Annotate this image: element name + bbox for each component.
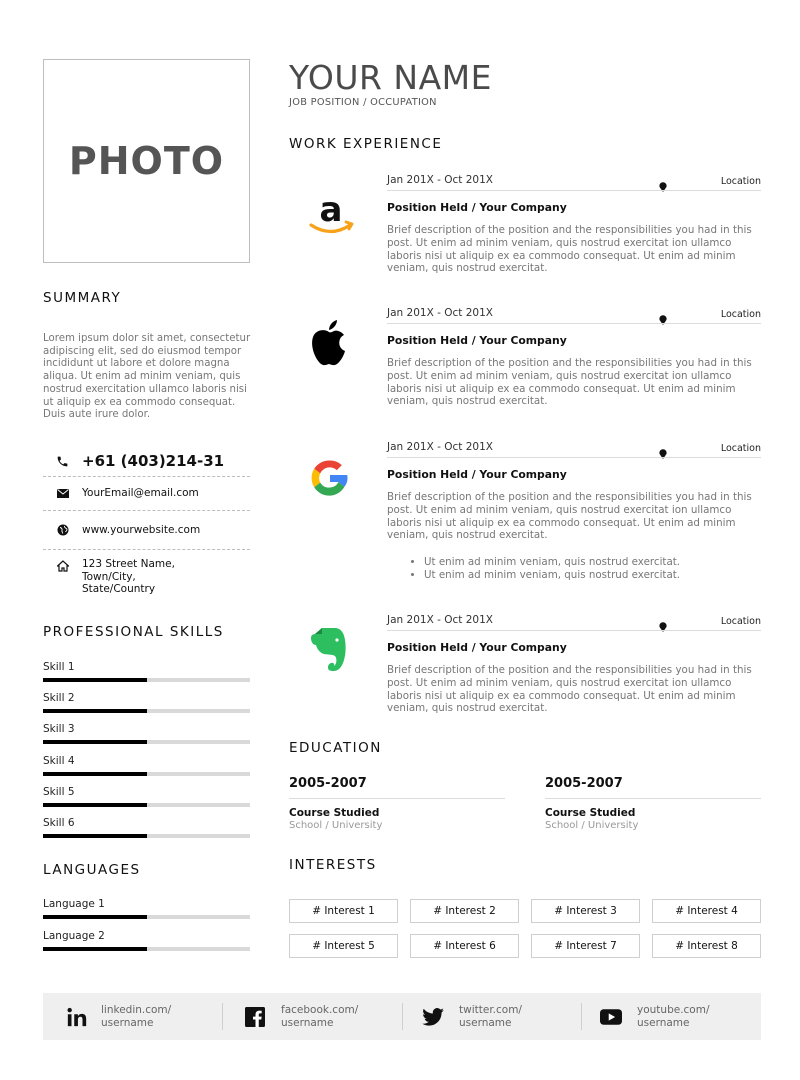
evernote-logo-icon [307,624,349,674]
svg-text:a: a [319,190,343,230]
skill-bar-track [43,740,250,744]
skill-bar-fill [43,678,147,682]
interest-tag: # Interest 6 [410,934,519,958]
globe-icon [43,520,82,540]
interest-tag: # Interest 2 [410,899,519,923]
twitter-text [459,1004,522,1029]
skill-label: Skill 4 [43,755,75,767]
footer-divider [222,1003,223,1030]
linkedin-text [101,1004,171,1029]
interest-tag: # Interest 3 [531,899,640,923]
envelope-icon [43,484,82,502]
contact-address [82,558,175,596]
photo-label: PHOTO [68,139,225,183]
education-school: School / University [545,820,639,831]
skill-bar-fill [43,834,147,838]
language-bar-track [43,915,250,919]
skill-label: Skill 5 [43,786,75,798]
address-line-3: State/Country [82,583,156,595]
youtube-icon [599,1005,623,1029]
skill-bar-track [43,772,250,776]
home-icon [43,558,82,574]
job-date: Jan 201X - Oct 201X [387,614,493,626]
twitter-icon [421,1005,445,1029]
google-logo-icon [307,455,353,501]
job-description: Brief description of the position and the responsibilities you had in this post. Ut enim ad minim veniam, quis nostrud exercitat ion ullamco laboris nisi ut aliquip ex ea commodo consequat. Ut enim ad minim veniam, quis nostrud exercitat. [387,491,752,542]
job-divider [387,190,761,191]
language-label: Language 1 [43,898,105,910]
facebook-icon [243,1005,267,1029]
youtube-url: youtube.com/ [637,1004,710,1016]
location-pin-icon [659,444,667,454]
job-title: Position Held / Your Company [387,468,567,481]
job-position: JOB POSITION / OCCUPATION [289,97,437,108]
job-bullet: • Ut enim ad minim veniam, quis nostrud exercitat. [424,556,680,569]
skill-label: Skill 2 [43,692,75,704]
youtube-username: username [637,1016,690,1029]
youtube-link[interactable] [599,993,710,1040]
skill-label: Skill 3 [43,723,75,735]
education-item [545,776,761,831]
job-bullet: • Ut enim ad minim veniam, quis nostrud exercitat. [424,569,680,582]
apple-logo-icon [307,318,351,368]
footer-divider [581,1003,582,1030]
linkedin-link[interactable] [65,993,171,1040]
skill-bar-track [43,834,250,838]
amazon-logo-icon [306,188,356,238]
contact-email-row [43,484,250,511]
education-years: 2005-2007 [545,776,623,791]
address-line-2: Town/City, [82,570,136,583]
job-description: Brief description of the position and the responsibilities you had in this post. Ut enim ad minim veniam, quis nostrud exercitat ion ullamco laboris nisi ut aliquip ex ea commodo consequat. Ut enim ad minim veniam, quis nostrud exercitat. [387,357,752,408]
location-pin-icon [659,310,667,320]
youtube-text [637,1004,710,1029]
facebook-link[interactable] [243,993,358,1040]
language-bar-fill [43,947,147,951]
interest-tag: # Interest 8 [652,934,761,958]
twitter-username: username [459,1016,512,1029]
education-heading: EDUCATION [289,740,382,756]
summary-text: Lorem ipsum dolor sit amet, consectetur adipiscing elit, sed do eiusmod tempor incididunt ut labore et dolore magna aliqua. Ut enim ad minim veniam, quis nostrud exercitation ullamco laboris nisi ut aliquip ex ea commodo consequat. Duis aute irure dolor. [43,333,251,421]
job-location: Location [720,309,761,320]
contact-email[interactable]: YourEmail@email.com [82,487,199,499]
location-pin-icon [659,617,667,627]
full-name: YOUR NAME [289,58,492,97]
job-date: Jan 201X - Oct 201X [387,441,493,453]
job-description: Brief description of the position and the responsibilities you had in this post. Ut enim ad minim veniam, quis nostrud exercitat ion ullamco laboris nisi ut aliquip ex ea commodo consequat. Ut enim ad minim veniam, quis nostrud exercitat. [387,224,752,275]
location-pin-icon [659,177,667,187]
interest-tag: # Interest 7 [531,934,640,958]
linkedin-icon [65,1005,89,1029]
linkedin-username: username [101,1016,154,1029]
skill-bar-fill [43,740,147,744]
interest-tag: # Interest 4 [652,899,761,923]
education-course: Course Studied [289,807,380,819]
contact-address-row [43,558,250,600]
education-item [289,776,505,831]
education-course: Course Studied [545,807,636,819]
interest-tag: # Interest 5 [289,934,398,958]
skills-heading: PROFESSIONAL SKILLS [43,624,224,640]
job-title: Position Held / Your Company [387,334,567,347]
job-location: Location [720,616,761,627]
facebook-url: facebook.com/ [281,1004,359,1016]
contact-website-row [43,520,250,550]
interests-heading: INTERESTS [289,857,377,873]
address-line-1: 123 Street Name, [82,558,175,570]
job-location: Location [720,443,761,454]
contact-phone-row [43,450,250,477]
facebook-username: username [281,1016,334,1029]
facebook-text [281,1004,358,1029]
skill-bar-track [43,803,250,807]
work-experience-heading: WORK EXPERIENCE [289,136,443,152]
linkedin-url: linkedin.com/ [101,1004,172,1016]
job-description: Brief description of the position and the responsibilities you had in this post. Ut enim ad minim veniam, quis nostrud exercitat ion ullamco laboris nisi ut aliquip ex ea commodo consequat. Ut enim ad minim veniam, quis nostrud exercitat. [387,664,752,715]
twitter-url: twitter.com/ [459,1004,522,1016]
skill-label: Skill 6 [43,817,75,829]
footer-divider [402,1003,403,1030]
job-title: Position Held / Your Company [387,201,567,214]
education-years: 2005-2007 [289,776,367,791]
job-divider [387,457,761,458]
job-title: Position Held / Your Company [387,641,567,654]
summary-heading: SUMMARY [43,290,122,306]
photo-placeholder [43,59,250,263]
education-school: School / University [289,820,383,831]
education-divider [545,798,761,799]
language-label: Language 2 [43,930,105,942]
interest-tag: # Interest 1 [289,899,398,923]
skill-bar-track [43,678,250,682]
skill-bar-fill [43,803,147,807]
skill-bar-fill [43,709,147,713]
language-bar-fill [43,915,147,919]
job-date: Jan 201X - Oct 201X [387,307,493,319]
skill-bar-track [43,709,250,713]
job-bullet-list [412,556,680,582]
job-date: Jan 201X - Oct 201X [387,174,493,186]
education-divider [289,798,505,799]
skill-bar-fill [43,772,147,776]
languages-heading: LANGUAGES [43,862,141,878]
job-location: Location [720,176,761,187]
language-bar-track [43,947,250,951]
job-divider [387,630,761,631]
contact-phone: +61 (403)214-31 [82,452,225,470]
skill-label: Skill 1 [43,661,75,673]
contact-website[interactable]: www.yourwebsite.com [82,524,201,536]
phone-icon [43,450,82,472]
twitter-link[interactable] [421,993,522,1040]
job-divider [387,323,761,324]
social-footer [43,993,761,1040]
